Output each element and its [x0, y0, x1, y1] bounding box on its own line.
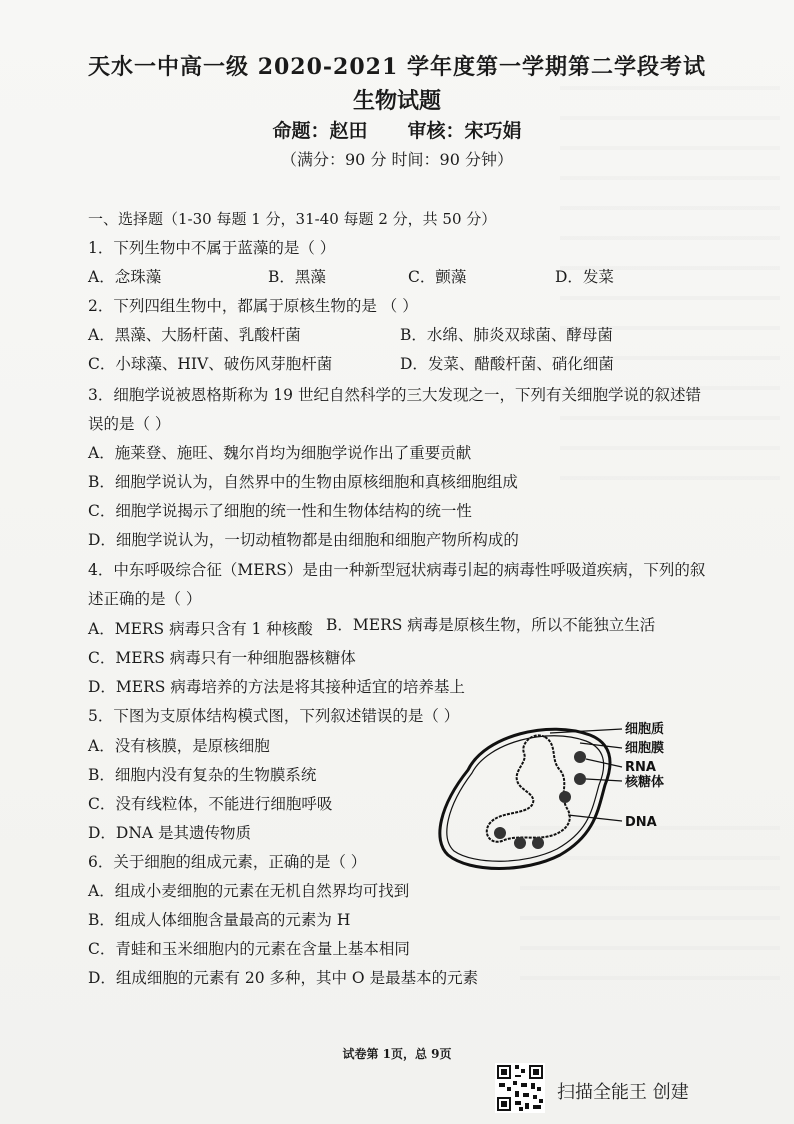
question-3-option-d: D．细胞学说认为，一切动植物都是由细胞和细胞产物所构成的	[88, 531, 519, 549]
question-2-stem: 2．下列四组生物中，都属于原核生物的是 （ ）	[88, 297, 418, 315]
mycoplasma-diagram	[430, 715, 720, 875]
label-cell-membrane: 细胞膜	[625, 741, 665, 756]
question-1-option-b: B．黑藻	[268, 268, 326, 286]
label-ribosome: 核糖体	[625, 775, 665, 790]
question-4-stem-cont: 述正确的是（ ）	[88, 590, 202, 608]
page-footer: 试卷第 1页，总 9页	[342, 1047, 452, 1061]
question-6-option-b: B．组成人体细胞含量最高的元素为 H	[88, 911, 351, 929]
question-4-option-b: B．MERS 病毒是原核生物，所以不能独立生活	[326, 616, 656, 634]
cell-membrane-outline	[440, 729, 610, 868]
question-4-option-d: D．MERS 病毒培养的方法是将其接种适宜的培养基上	[88, 678, 465, 696]
ribosome-dot	[574, 773, 586, 785]
question-2-option-d: D．发菜、醋酸杆菌、硝化细菌	[400, 355, 614, 373]
section-heading: 一、选择题（1-30 每题 1 分，31-40 每题 2 分，共 50 分）	[88, 210, 497, 228]
question-3-option-c: C．细胞学说揭示了细胞的统一性和生物体结构的统一性	[88, 502, 472, 520]
author-line	[0, 116, 794, 143]
question-6-option-c: C．青蛙和玉米细胞内的元素在含量上基本相同	[88, 940, 410, 958]
question-3-stem: 3．细胞学说被恩格斯称为 19 世纪自然科学的三大发现之一，下列有关细胞学说的叙述错	[88, 386, 701, 404]
exam-title: 天水一中高一级 2020-2021 学年度第一学期第二学段考试	[88, 54, 706, 80]
question-5-option-d: D．DNA 是其遗传物质	[88, 824, 252, 842]
question-6-option-d: D．组成细胞的元素有 20 多种，其中 O 是最基本的元素	[88, 969, 479, 987]
question-3-option-b: B．细胞学说认为，自然界中的生物由原核细胞和真核细胞组成	[88, 473, 518, 491]
leader-lines	[550, 729, 622, 821]
question-3-stem-cont: 误的是（ ）	[88, 415, 171, 433]
question-5-option-c: C．没有线粒体，不能进行细胞呼吸	[88, 795, 333, 813]
ribosome-dot	[574, 751, 586, 763]
scanner-watermark: 扫描全能王 创建	[557, 1082, 689, 1103]
qr-code-icon	[495, 1063, 545, 1113]
question-1-stem: 1．下列生物中不属于蓝藻的是（ ）	[88, 239, 336, 257]
question-4-stem: 4．中东呼吸综合征（MERS）是由一种新型冠状病毒引起的病毒性呼吸道疾病，下列的叙	[88, 561, 706, 579]
question-2-option-b: B．水绵、肺炎双球菌、酵母菌	[400, 326, 613, 344]
author-label: 命题：赵田	[272, 120, 368, 142]
reviewer-label: 审核：宋巧娟	[407, 120, 522, 142]
ribosome-dot	[532, 837, 544, 849]
question-1-option-d: D．发菜	[555, 268, 614, 286]
exam-subject: 生物试题	[352, 88, 441, 114]
question-4-option-c: C．MERS 病毒只有一种细胞器核糖体	[88, 649, 356, 667]
question-5-stem: 5．下图为支原体结构模式图，下列叙述错误的是（ ）	[88, 707, 460, 725]
question-6-stem: 6．关于细胞的组成元素，正确的是（ ）	[88, 853, 367, 871]
label-rna: RNA	[625, 760, 656, 775]
ribosome-dot	[559, 791, 571, 803]
label-cytoplasm: 细胞质	[625, 722, 665, 737]
question-2-option-a: A．黑藻、大肠杆菌、乳酸杆菌	[88, 326, 301, 344]
question-1-option-c: C．颤藻	[408, 268, 467, 286]
question-1-option-a: A．念珠藻	[88, 268, 162, 286]
dna-strand	[487, 735, 570, 841]
ribosome-dot	[494, 827, 506, 839]
question-3-option-a: A．施莱登、施旺、魏尔肖均为细胞学说作出了重要贡献	[88, 444, 472, 462]
label-dna: DNA	[625, 815, 657, 830]
question-5-option-b: B．细胞内没有复杂的生物膜系统	[88, 766, 317, 784]
question-5-option-a: A．没有核膜，是原核细胞	[88, 737, 270, 755]
score-time: （满分：90 分 时间：90 分钟）	[281, 150, 513, 169]
ribosomes	[494, 751, 586, 849]
question-2-option-c: C．小球藻、HIV、破伤风芽胞杆菌	[88, 355, 333, 373]
ribosome-dot	[514, 837, 526, 849]
question-4-option-a: A．MERS 病毒只含有 1 种核酸	[88, 620, 313, 638]
question-6-option-a: A．组成小麦细胞的元素在无机自然界均可找到	[88, 882, 410, 900]
